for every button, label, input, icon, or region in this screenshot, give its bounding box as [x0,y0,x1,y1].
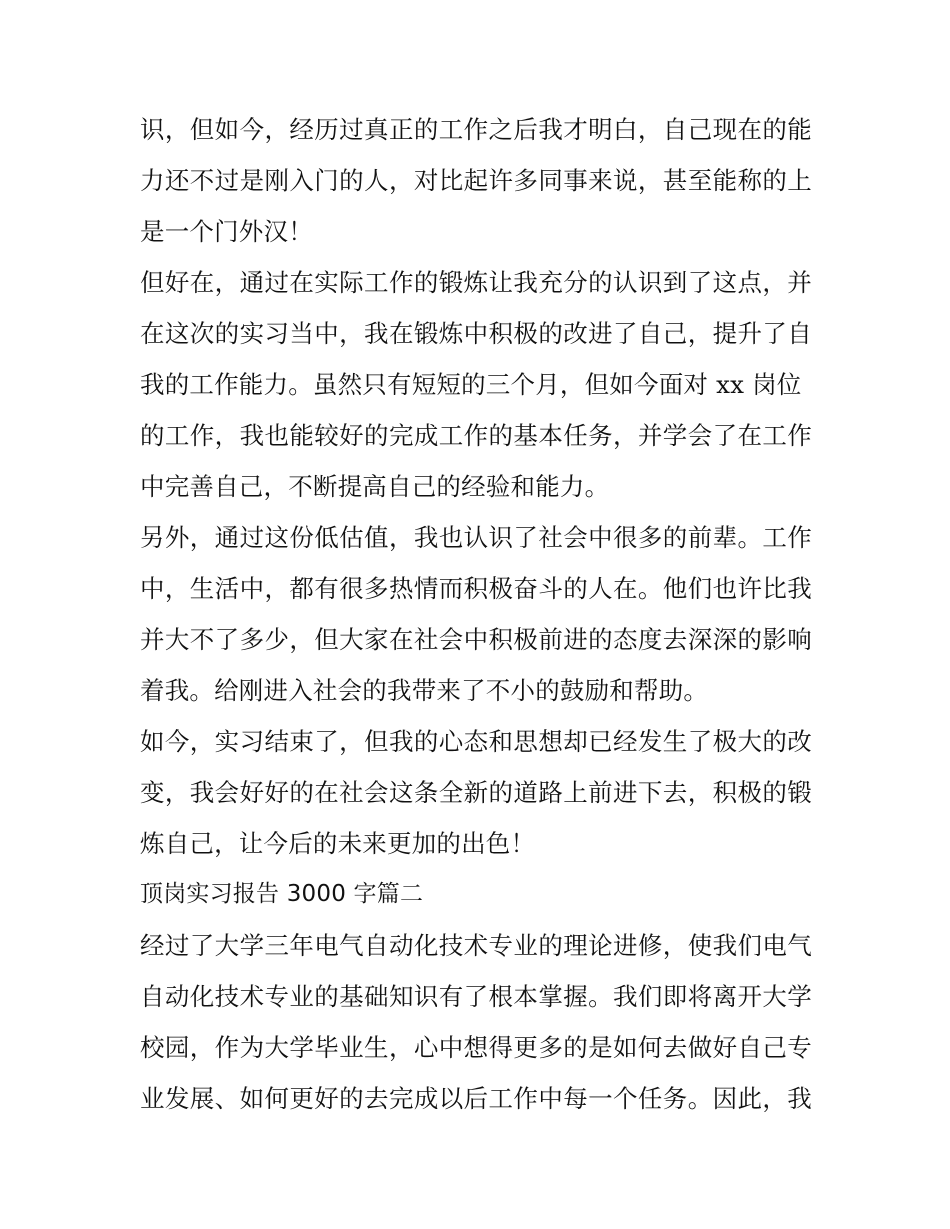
paragraph-line: 中完善自己，不断提高自己的经验和能力。 [140,472,610,501]
paragraph-line: 如今，实习结束了，但我的心态和思想却已经发生了极大的改 [140,727,812,756]
paragraph-line: 另外，通过这份低估值，我也认识了社会中很多的前辈。工作 [140,523,812,552]
paragraph-line: 的工作，我也能较好的完成工作的基本任务，并学会了在工作 [140,421,812,450]
paragraph-line: 经过了大学三年电气自动化技术专业的理论进修，使我们电气 [140,931,812,960]
paragraph-line: 我的工作能力。虽然只有短短的三个月，但如今面对 xx 岗位 [140,370,802,399]
paragraph-line: 是一个门外汉！ [140,217,313,246]
paragraph-line: 中，生活中，都有很多热情而积极奋斗的人在。他们也许比我 [140,574,812,603]
paragraph-line: 炼自己，让今后的未来更加的出色！ [140,829,536,858]
paragraph-line: 变，我会好好的在社会这条全新的道路上前进下去，积极的锻 [140,778,812,807]
paragraph-line: 校园，作为大学毕业生，心中想得更多的是如何去做好自己专 [140,1033,812,1062]
paragraph-line: 并大不了多少，但大家在社会中积极前进的态度去深深的影响 [140,625,812,654]
paragraph-line: 但好在，通过在实际工作的锻炼让我充分的认识到了这点，并 [140,268,812,297]
section-heading: 顶岗实习报告 3000 字篇二 [140,881,424,907]
paragraph-line: 力还不过是刚入门的人，对比起许多同事来说，甚至能称的上 [140,166,812,195]
paragraph-line: 业发展、如何更好的去完成以后工作中每一个任务。因此，我 [140,1084,812,1113]
document-page [140,104,812,1124]
paragraph-line: 在这次的实习当中，我在锻炼中积极的改进了自己，提升了自 [140,319,812,348]
paragraph-line: 着我。给刚进入社会的我带来了不小的鼓励和帮助。 [140,676,709,705]
paragraph-line: 识，但如今，经历过真正的工作之后我才明白，自己现在的能 [140,115,812,144]
paragraph-line: 自动化技术专业的基础知识有了根本掌握。我们即将离开大学 [140,982,812,1011]
